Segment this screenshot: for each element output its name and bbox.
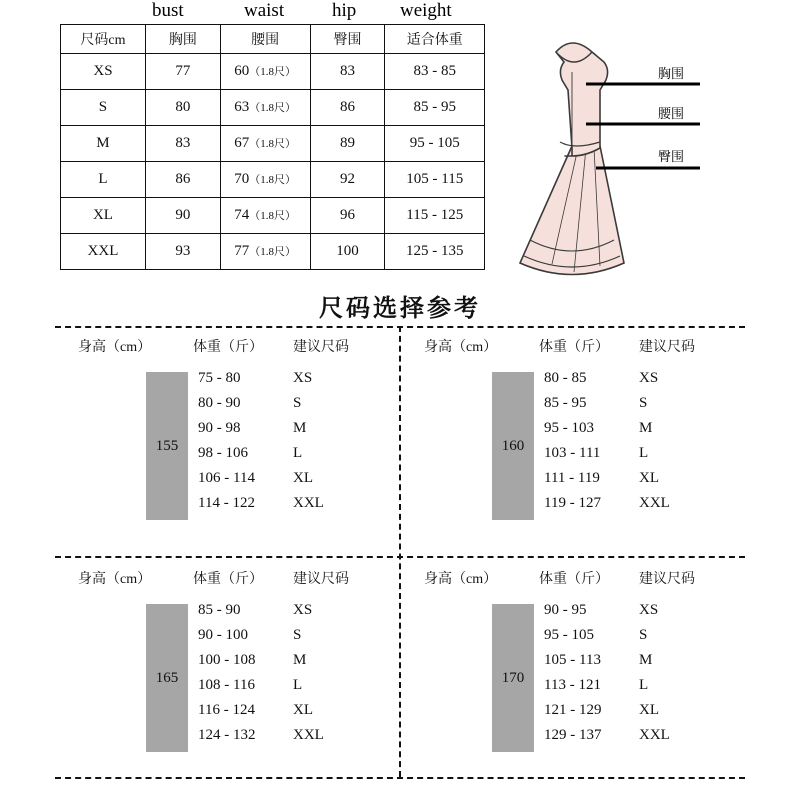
reference-size: XL [639, 702, 659, 718]
column-header-waist: 腰围 [220, 25, 310, 54]
reference-header-height: 身高（cm） [78, 340, 152, 355]
height-value-box: 160 [492, 372, 534, 520]
reference-header-row [404, 336, 749, 366]
dress-label-bust: 胸围 [658, 66, 685, 81]
cell-size: M [61, 126, 146, 162]
cell-waist-value: 74 [234, 207, 250, 223]
cell-bust: 80 [145, 90, 220, 126]
english-label-weight: weight [400, 0, 452, 21]
table-row [61, 198, 485, 234]
height-value-box: 170 [492, 604, 534, 752]
reference-header-weight: 体重（斤） [193, 340, 263, 355]
list-item [544, 648, 744, 673]
dress-svg [500, 28, 800, 288]
size-measurement-table [60, 24, 485, 270]
cell-weight: 125 - 135 [385, 234, 485, 270]
cell-waist-note: （1.8尺） [249, 138, 296, 150]
reference-header-size: 建议尺码 [293, 572, 349, 587]
list-item [544, 698, 744, 723]
reference-size: XL [639, 470, 659, 486]
list-item [198, 466, 398, 491]
cell-waist [220, 54, 310, 90]
reference-size: XS [293, 602, 313, 618]
reference-weight: 90 - 98 [198, 420, 241, 436]
table-header-row [61, 25, 485, 54]
cell-waist-value: 67 [234, 135, 250, 151]
english-label-hip: hip [332, 0, 357, 21]
reference-size: S [293, 627, 302, 643]
reference-weight: 100 - 108 [198, 652, 256, 668]
reference-body [404, 366, 749, 546]
cell-bust: 83 [145, 126, 220, 162]
reference-size: L [639, 445, 649, 461]
reference-weight: 80 - 90 [198, 395, 241, 411]
reference-header-size: 建议尺码 [639, 572, 695, 587]
dress-label-waist: 腰围 [658, 106, 685, 121]
reference-weight: 106 - 114 [198, 470, 255, 486]
table-row [61, 162, 485, 198]
cell-waist [220, 90, 310, 126]
height-value-box: 155 [146, 372, 188, 520]
reference-weight: 103 - 111 [544, 445, 601, 461]
reference-weight: 98 - 106 [198, 445, 248, 461]
reference-body [58, 598, 403, 778]
column-header-size: 尺码cm [61, 25, 146, 54]
cell-waist-value: 60 [234, 63, 250, 79]
list-item [544, 598, 744, 623]
reference-size: XL [293, 702, 313, 718]
cell-bust: 86 [145, 162, 220, 198]
english-measure-labels [0, 0, 500, 24]
list-item [544, 673, 744, 698]
reference-size: XS [293, 370, 313, 386]
reference-size: M [293, 420, 307, 436]
reference-weight: 119 - 127 [544, 495, 601, 511]
list-item [198, 673, 398, 698]
table-row [61, 126, 485, 162]
cell-weight: 95 - 105 [385, 126, 485, 162]
reference-body [58, 366, 403, 546]
cell-size: XS [61, 54, 146, 90]
cell-hip: 89 [310, 126, 385, 162]
reference-weight: 121 - 129 [544, 702, 602, 718]
cell-weight: 115 - 125 [385, 198, 485, 234]
reference-header-row [58, 568, 403, 598]
list-item [544, 623, 744, 648]
reference-header-row [58, 336, 403, 366]
reference-weight: 111 - 119 [544, 470, 600, 486]
reference-size: XL [293, 470, 313, 486]
reference-weight: 85 - 95 [544, 395, 587, 411]
reference-body [404, 598, 749, 778]
reference-header-row [404, 568, 749, 598]
dress-skirt [520, 146, 624, 275]
reference-block-170 [404, 568, 749, 783]
dress-label-hip: 臀围 [658, 149, 685, 164]
list-item [198, 441, 398, 466]
reference-size: XXL [639, 495, 670, 511]
reference-weight: 95 - 103 [544, 420, 594, 436]
list-item [198, 698, 398, 723]
list-item [198, 491, 398, 516]
cell-weight: 83 - 85 [385, 54, 485, 90]
list-item [544, 441, 744, 466]
reference-weight: 80 - 85 [544, 370, 587, 386]
reference-weight: 113 - 121 [544, 677, 601, 693]
reference-weight: 75 - 80 [198, 370, 241, 386]
list-item [198, 648, 398, 673]
cell-bust: 77 [145, 54, 220, 90]
cell-hip: 86 [310, 90, 385, 126]
reference-weight: 124 - 132 [198, 727, 256, 743]
list-item [198, 723, 398, 748]
table-row [61, 90, 485, 126]
reference-weight: 85 - 90 [198, 602, 241, 618]
reference-weight: 116 - 124 [198, 702, 255, 718]
reference-size: M [639, 420, 653, 436]
cell-bust: 90 [145, 198, 220, 234]
list-item [198, 366, 398, 391]
reference-size: S [293, 395, 302, 411]
cell-size: XXL [61, 234, 146, 270]
cell-hip: 92 [310, 162, 385, 198]
reference-block-165 [58, 568, 403, 783]
list-item [544, 391, 744, 416]
list-item [544, 366, 744, 391]
cell-waist [220, 234, 310, 270]
cell-bust: 93 [145, 234, 220, 270]
list-item [198, 598, 398, 623]
column-header-bust: 胸围 [145, 25, 220, 54]
reference-rows [544, 598, 744, 748]
reference-weight: 90 - 95 [544, 602, 587, 618]
reference-size: XXL [639, 727, 670, 743]
list-item [544, 466, 744, 491]
reference-weight: 105 - 113 [544, 652, 601, 668]
cell-size: S [61, 90, 146, 126]
cell-waist [220, 198, 310, 234]
section-title: 尺码选择参考 [319, 296, 481, 322]
cell-hip: 83 [310, 54, 385, 90]
dress-illustration [500, 28, 800, 288]
reference-header-height: 身高（cm） [424, 340, 498, 355]
reference-size: XS [639, 370, 659, 386]
reference-size: L [293, 677, 303, 693]
list-item [544, 416, 744, 441]
cell-weight: 105 - 115 [385, 162, 485, 198]
reference-block-155 [58, 336, 403, 551]
reference-header-height: 身高（cm） [78, 572, 152, 587]
reference-size: S [639, 395, 648, 411]
reference-weight: 108 - 116 [198, 677, 255, 693]
cell-waist-value: 70 [234, 171, 250, 187]
cell-waist [220, 162, 310, 198]
list-item [198, 623, 398, 648]
list-item [544, 723, 744, 748]
reference-size: L [639, 677, 649, 693]
cell-waist-note: （1.8尺） [249, 210, 296, 222]
cell-waist-value: 77 [234, 243, 250, 259]
reference-size: M [293, 652, 307, 668]
reference-header-weight: 体重（斤） [539, 572, 609, 587]
reference-size: XS [639, 602, 659, 618]
reference-size: XXL [293, 495, 324, 511]
cell-waist-value: 63 [234, 99, 250, 115]
english-label-waist: waist [244, 0, 285, 21]
cell-size: L [61, 162, 146, 198]
cell-hip: 96 [310, 198, 385, 234]
reference-size: M [639, 652, 653, 668]
reference-weight: 95 - 105 [544, 627, 594, 643]
list-item [198, 416, 398, 441]
cell-waist-note: （1.8尺） [249, 246, 296, 258]
list-item [544, 491, 744, 516]
reference-weight: 90 - 100 [198, 627, 248, 643]
english-label-bust: bust [152, 0, 184, 21]
cell-weight: 85 - 95 [385, 90, 485, 126]
reference-header-size: 建议尺码 [639, 340, 695, 355]
reference-size: S [639, 627, 648, 643]
reference-header-weight: 体重（斤） [539, 340, 609, 355]
reference-block-160 [404, 336, 749, 551]
reference-header-height: 身高（cm） [424, 572, 498, 587]
cell-size: XL [61, 198, 146, 234]
table-row [61, 234, 485, 270]
cell-waist-note: （1.8尺） [249, 66, 296, 78]
column-header-weight: 适合体重 [385, 25, 485, 54]
reference-rows [198, 366, 398, 516]
cell-waist [220, 126, 310, 162]
cell-waist-note: （1.8尺） [249, 102, 296, 114]
reference-size: XXL [293, 727, 324, 743]
cell-waist-note: （1.8尺） [249, 174, 296, 186]
cell-hip: 100 [310, 234, 385, 270]
reference-weight: 129 - 137 [544, 727, 602, 743]
table-row [61, 54, 485, 90]
list-item [198, 391, 398, 416]
reference-rows [544, 366, 744, 516]
reference-size: L [293, 445, 303, 461]
reference-header-weight: 体重（斤） [193, 572, 263, 587]
height-value-box: 165 [146, 604, 188, 752]
column-header-hip: 臀围 [310, 25, 385, 54]
reference-weight: 114 - 122 [198, 495, 255, 511]
reference-rows [198, 598, 398, 748]
reference-header-size: 建议尺码 [293, 340, 349, 355]
